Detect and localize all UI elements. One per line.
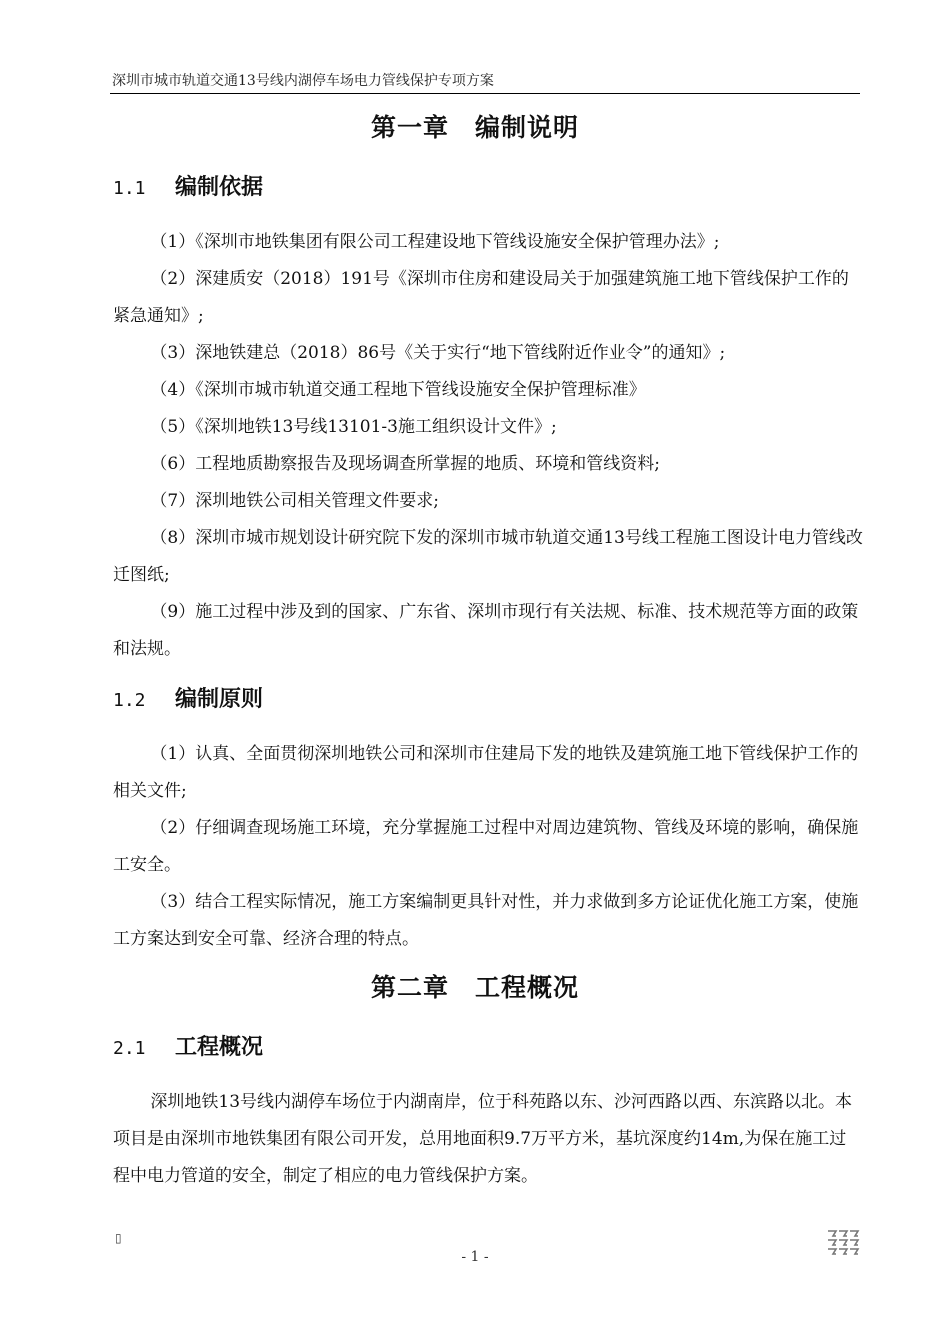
basis-item-6: （6）工程地质勘察报告及现场调查所掌握的地质、环境和管线资料;: [150, 454, 660, 474]
principle-item-2: （2）仔细调查现场施工环境，充分掌握施工过程中对周边建筑物、管线及环境的影响，确保施工安全。: [113, 818, 859, 875]
grid-logo-icon: [826, 1228, 860, 1258]
principle-item-3: （3）结合工程实际情况，施工方案编制更具针对性，并力求做到多方论证优化施工方案，使施工方案达到安全可靠、经济合理的特点。: [113, 892, 859, 949]
footer-glyph: ▯: [115, 1231, 122, 1245]
running-header: 深圳市城市轨道交通13号线内湖停车场电力管线保护专项方案: [112, 73, 494, 89]
basis-item-9: （9）施工过程中涉及到的国家、广东省、深圳市现行有关法规、标准、技术规范等方面的政策和法规。: [113, 602, 859, 659]
section-2-1-title: 工程概况: [175, 1035, 264, 1060]
basis-item-8: （8）深圳市城市规划设计研究院下发的深圳市城市轨道交通13号线工程施工图设计电力管线改迁图纸;: [113, 528, 863, 585]
section-1-2-heading: [113, 682, 263, 713]
chapter-1-title: 编制说明: [475, 113, 580, 142]
section-1-2-number: 1.2: [113, 690, 146, 711]
chapter-2-title: 工程概况: [475, 973, 580, 1002]
chapter-1-heading: [0, 108, 950, 144]
chapter-2-heading: [0, 968, 950, 1004]
chapter-1-label: 第一章: [370, 113, 449, 142]
basis-item-7: （7）深圳地铁公司相关管理文件要求;: [150, 491, 439, 511]
overview-paragraph: 深圳地铁13号线内湖停车场位于内湖南岸，位于科苑路以东、沙河西路以西、东滨路以北。本项目是由深圳市地铁集团有限公司开发，总用地面积9.7万平方米，基坑深度约14m,为保在施工过程中电力管道的安全，制定了相应的电力管线保护方案。: [113, 1092, 853, 1186]
section-1-1-number: 1.1: [113, 178, 146, 199]
section-1-2-title: 编制原则: [175, 687, 264, 712]
basis-item-2: （2）深建质安（2018）191号《深圳市住房和建设局关于加强建筑施工地下管线保护工作的紧急通知》;: [113, 269, 849, 326]
section-1-1-title: 编制依据: [175, 175, 264, 200]
basis-item-4: （4）《深圳市城市轨道交通工程地下管线设施安全保护管理标准》: [150, 380, 646, 400]
basis-item-5: （5）《深圳地铁13号线13101-3施工组织设计文件》;: [150, 417, 557, 437]
principle-item-1: （1）认真、全面贯彻深圳地铁公司和深圳市住建局下发的地铁及建筑施工地下管线保护工作的相关文件;: [113, 744, 859, 801]
section-1-1-heading: [113, 170, 263, 201]
page-number: - 1 -: [461, 1249, 489, 1265]
section-2-1-number: 2.1: [113, 1038, 146, 1059]
section-2-1-heading: [113, 1030, 263, 1061]
chapter-2-label: 第二章: [370, 973, 449, 1002]
basis-item-1: （1）《深圳市地铁集团有限公司工程建设地下管线设施安全保护管理办法》;: [150, 232, 720, 252]
basis-item-3: （3）深地铁建总（2018）86号《关于实行“地下管线附近作业令”的通知》;: [150, 343, 726, 363]
header-divider: [110, 93, 860, 94]
